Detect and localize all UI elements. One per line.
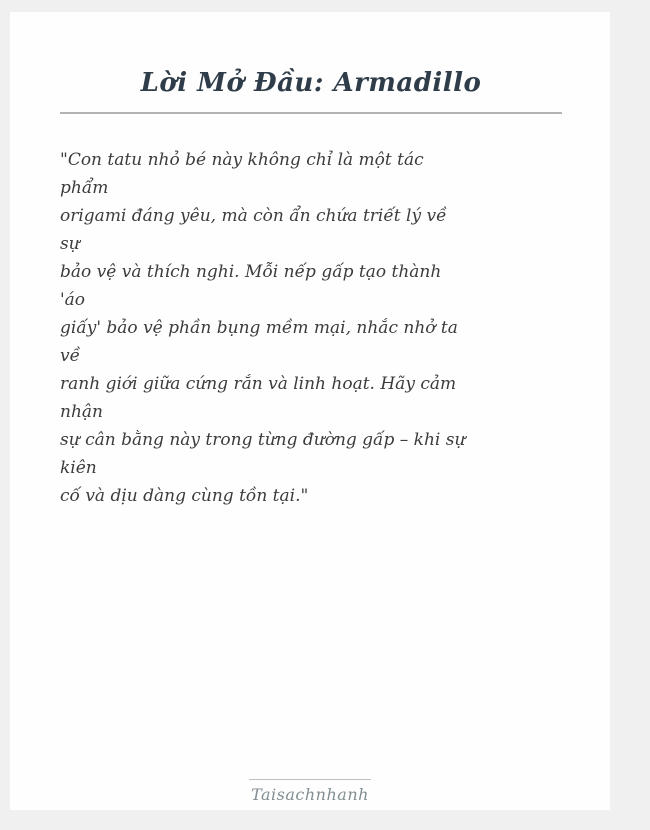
body-line: về — [60, 346, 81, 366]
body-line: sự cân bằng này trong từng đường gấp – khi sự — [60, 430, 466, 450]
body-line: 'áo — [60, 290, 86, 310]
body-line: bảo vệ và thích nghi. Mỗi nếp gấp tạo thành — [60, 262, 442, 282]
body-line: giấy' bảo vệ phần bụng mềm mại, nhắc nhở ta — [60, 318, 458, 338]
body-line: "Con tatu nhỏ bé này không chỉ là một tác — [60, 150, 424, 170]
page-title: Lời Mở Đầu: Armadillo — [140, 68, 482, 98]
body-line: nhận — [60, 402, 103, 422]
body-line: ranh giới giữa cứng rắn và linh hoạt. Hãy cảm — [60, 374, 457, 394]
title-divider — [60, 112, 562, 114]
document-page — [10, 12, 610, 810]
body-line: phẩm — [60, 178, 109, 198]
page-footer — [10, 779, 610, 804]
footer-brand: Taisachnhanh — [251, 785, 369, 804]
page-content — [10, 12, 610, 510]
body-line: sự — [60, 234, 80, 254]
body-line: origami đáng yêu, mà còn ẩn chứa triết lý về — [60, 206, 447, 226]
body-line: kiên — [60, 458, 97, 478]
body-text-block — [60, 146, 562, 510]
body-line: cố và dịu dàng cùng tồn tại." — [60, 486, 309, 506]
footer-divider — [249, 779, 371, 780]
